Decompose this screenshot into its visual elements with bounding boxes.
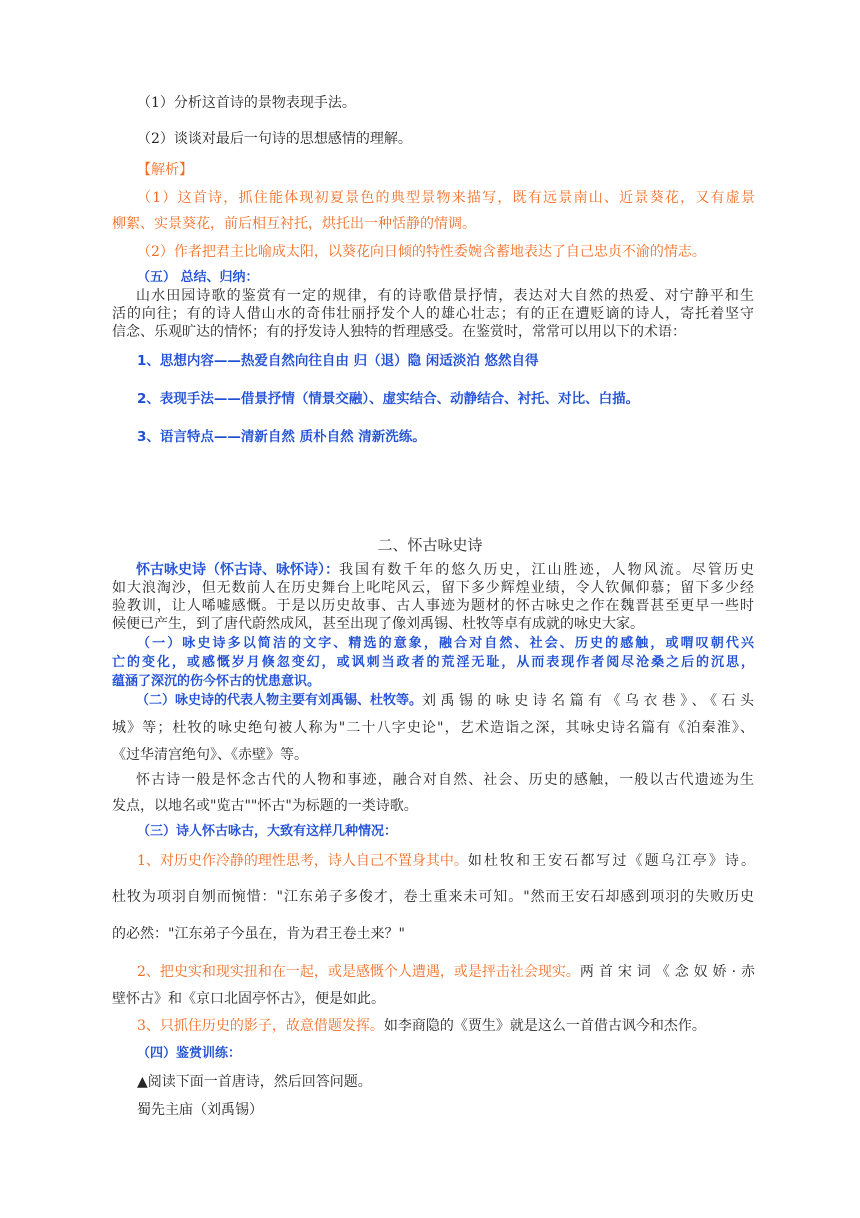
question-2: （2）谈谈对最后一句诗的思想感情的理解。 [137, 131, 412, 147]
analysis-answer-1-line-2: 柳絮、实景葵花，前后相互衬托，烘托出一种恬静的情调。 [112, 216, 476, 232]
case-2-line-2: 壁怀古》和《京口北固亭怀古》，便是如此。 [112, 991, 385, 1007]
point-three-line-2: 发点，以地名或"览古""怀古"为标题的一类诗歌。 [112, 798, 418, 814]
case-1-line-2: 杜牧为项羽自刎而惋惜："江东弟子多俊才，卷土重来未可知。"然而王安石却感到项羽的失败历史 [112, 889, 754, 905]
point-two-text: 刘禹锡的咏史诗名篇有《乌衣巷》、《石头 [422, 693, 754, 709]
intro-line-1 [136, 562, 754, 578]
intro-line-2: 如大浪淘沙，但无数前人在历史舞台上叱咤风云，留下多少辉煌业绩，令人钦佩仰慕；留下多少经 [112, 580, 754, 596]
point-two-line-1 [136, 692, 754, 710]
summary-heading: （五） 总结、归纳： [137, 270, 259, 285]
case-1-statement: 1、对历史作冷静的理性思考，诗人自己不置身其中。 [137, 853, 468, 869]
case-3-example: 如李商隐的《贾生》就是这么一首借古讽今和杰作。 [383, 1018, 706, 1034]
summary-paragraph-line-2: 活的向往；有的诗人借山水的奇伟壮丽抒发个人的雄心壮志；有的正在遭贬谪的诗人，寄托着坚守 [112, 306, 754, 322]
question-1: （1）分析这首诗的景物表现手法。 [137, 95, 356, 111]
point-two-heading: （二）咏史诗的代表人物主要有刘禹锡、杜牧等。 [136, 693, 423, 708]
poem-title: 蜀先主庙（刘禹锡） [137, 1102, 263, 1118]
section-title: 二、怀古咏史诗 [377, 536, 483, 554]
intro-line-3: 验教训，让人唏嘘感慨。于是以历史故事、古人事迹为题材的怀古咏史之作在魏晋甚至更早一些时 [112, 598, 754, 614]
summary-paragraph-line-1: 山水田园诗歌的鉴赏有一定的规律，有的诗歌借景抒情，表达对大自然的热爱、对宁静平和生 [136, 288, 754, 304]
analysis-answer-1-line-1: （1）这首诗，抓住能体现初夏景色的典型景物来描写，既有远景南山、近景葵花，又有虚景 [137, 190, 755, 206]
point-one-line-1: （一）咏史诗多以简洁的文字、精选的意象，融合对自然、社会、历史的感触，或喟叹朝代兴 [137, 636, 754, 651]
case-2-statement: 2、把史实和现实扭和在一起，或是感慨个人遭遇，或是抨击社会现实。 [137, 964, 580, 980]
case-1-line-3: 的必然："江东弟子今虽在，肯为君王卷土来？" [112, 926, 405, 942]
exercise-instruction: ▲阅读下面一首唐诗，然后回答问题。 [137, 1074, 372, 1090]
point-three-line-1: 怀古诗一般是怀念古代的人物和事迹，融合对自然、社会、历史的感触，一般以古代遗迹为生 [136, 772, 754, 788]
summary-paragraph-line-3: 信念、乐观旷达的情怀；有的抒发诗人独特的哲理感受。在鉴赏时，常常可以用以下的术语： [112, 324, 686, 340]
point-one-line-2: 亡的变化，或感慨岁月倏忽变幻，或讽刺当政者的荒淫无耻，从而表现作者阅尽沧桑之后的沉思， [112, 655, 754, 670]
case-1-line-1 [137, 852, 755, 870]
analysis-answer-2: （2）作者把君主比喻成太阳，以葵花向日倾的特性委婉含蓄地表达了自己忠贞不渝的情志。 [137, 244, 706, 260]
case-2-example: 两首宋词《念奴娇·赤 [579, 964, 755, 980]
case-1-example: 如杜牧和王安石都写过《题乌江亭》诗。 [467, 853, 755, 869]
intro-text: 我国有数千年的悠久历史，江山胜迹，人物风流。尽管历史 [339, 562, 754, 578]
analysis-label: 【解析】 [137, 162, 193, 178]
training-heading: （四）鉴赏训练： [137, 1046, 242, 1061]
case-3-line [137, 1017, 706, 1035]
case-2-line-1 [137, 963, 755, 981]
situations-heading: （三）诗人怀古咏古，大致有这样几种情况： [137, 824, 398, 839]
point-one-line-3: 蕴涵了深沉的伤今怀古的忧患意识。 [112, 674, 321, 689]
case-3-statement: 3、只抓住历史的影子，故意借题发挥。 [137, 1018, 384, 1034]
intro-line-4: 候便已产生，到了唐代蔚然成风，甚至出现了像刘禹锡、杜牧等卓有成就的咏史大家。 [112, 616, 644, 632]
point-two-line-2: 城》等；杜牧的咏史绝句被人称为"二十八字史论"，艺术造诣之深，其咏史诗名篇有《泊秦淮》、 [112, 720, 754, 736]
summary-point-3: 3、语言特点——清新自然 质朴自然 清新洗练。 [137, 429, 426, 445]
summary-point-2: 2、表现手法——借景抒情（情景交融）、虚实结合、动静结合、衬托、对比、白描。 [137, 391, 640, 407]
summary-point-1: 1、思想内容——热爱自然向往自由 归（退）隐 闲适淡泊 悠然自得 [137, 353, 539, 369]
point-two-line-3: 《过华清宫绝句》、《赤壁》等。 [112, 747, 308, 763]
intro-term: 怀古咏史诗（怀古诗、咏怀诗）： [136, 562, 339, 578]
